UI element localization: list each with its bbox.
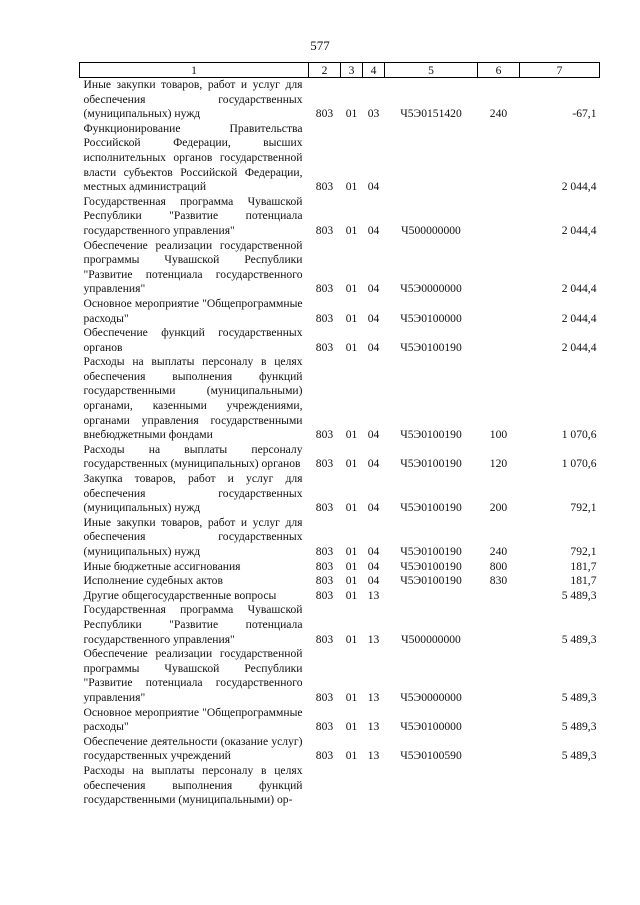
row-target-article: Ч5Э0000000 [400,282,462,296]
row-target-article: Ч5Э0100590 [400,749,462,763]
header-col-3: 3 [341,63,363,78]
row-name: Основное мероприятие "Общепрограммные расходы" [83,296,303,325]
row-section-code: 01 [345,545,358,558]
header-col-6: 6 [478,63,520,78]
row-name: Иные закупки товаров, работ и услуг для обеспечения государственных (муниципальных) нужд [83,78,303,121]
row-subsection-code [363,764,385,808]
header-row [80,63,600,78]
row-amount [520,764,600,808]
row-ministry-code: 803 [315,340,334,354]
row-amount: 5 489,3 [561,588,597,602]
table-row [80,122,600,195]
row-target-article: Ч5Э0100190 [400,574,462,588]
row-amount: 2 044,4 [561,340,597,354]
table-row [80,516,600,560]
header-col-4: 4 [363,63,385,78]
row-amount: 792,1 [570,545,597,558]
row-ministry-code: 803 [315,690,334,704]
row-section-code: 01 [345,749,358,763]
table-row [80,706,600,735]
row-ministry-code: 803 [315,545,334,558]
header-col-7: 7 [520,63,600,78]
row-target-article: Ч5Э0100190 [400,457,462,471]
row-section-code: 01 [345,311,358,325]
row-target-article: Ч5Э0100190 [400,559,462,573]
row-ministry-code: 803 [315,282,334,296]
row-amount: 1 070,6 [561,428,597,442]
row-expense-type [478,735,520,764]
row-ministry-code: 803 [315,180,334,194]
table-row [80,326,600,355]
row-target-article: Ч500000000 [401,223,461,237]
row-target-article [385,122,478,195]
table-row [80,574,600,589]
row-target-article: Ч5Э0100000 [400,720,462,734]
row-expense-type [478,297,520,326]
row-name: Другие общегосударственные вопросы [83,588,277,602]
row-expense-type [478,195,520,239]
row-expense-type: 240 [489,545,508,558]
row-target-article: Ч5Э0100190 [400,501,462,515]
row-amount: -67,1 [572,107,597,121]
row-amount: 2 044,4 [561,282,597,296]
row-name: Иные бюджетные ассигнования [83,559,241,573]
row-ministry-code: 803 [315,749,334,763]
table-row [80,297,600,326]
row-expense-type [478,239,520,297]
row-subsection-code: 13 [367,690,380,704]
row-name: Обеспечение реализации государственной программы Чувашской Республики "Развитие потенциала государственного управления" [83,647,303,704]
row-name: Функционирование Правительства Российской Федерации, высших исполнительных органов государственной власти субъектов Российской Федерации, местных администраций [83,121,303,194]
row-name: Государственная программа Чувашской Республики "Развитие потенциала государственного управления" [83,603,303,646]
row-subsection-code: 04 [367,428,380,442]
row-expense-type: 240 [489,107,508,121]
row-name: Закупка товаров, работ и услуг для обеспечения государственных (муниципальных) нужд [83,472,303,515]
row-subsection-code: 04 [367,457,380,471]
row-name: Расходы на выплаты персоналу в целях обеспечения выполнения функций государственными (муниципальными) органами, казенными учреждениями, органами управления государственными внебюджетными фондами [83,355,303,442]
row-section-code: 01 [345,690,358,704]
row-ministry-code: 803 [315,720,334,734]
row-section-code: 01 [345,501,358,515]
row-expense-type [478,326,520,355]
row-subsection-code: 04 [367,180,380,194]
row-section-code: 01 [345,223,358,237]
table-row [80,78,600,122]
header-col-5: 5 [385,63,478,78]
row-ministry-code: 803 [315,501,334,515]
row-name: Расходы на выплаты персоналу государственных (муниципальных) органов [83,442,303,471]
row-expense-type: 830 [489,574,508,588]
row-section-code: 01 [345,107,358,121]
row-section-code: 01 [345,282,358,296]
row-section-code: 01 [345,559,358,573]
row-ministry-code: 803 [315,632,334,646]
row-ministry-code: 803 [315,428,334,442]
row-section-code: 01 [345,574,358,588]
table-header [80,63,600,78]
row-amount: 181,7 [570,574,597,588]
table-row [80,239,600,297]
row-ministry-code: 803 [315,107,334,121]
row-section-code [341,764,363,808]
table-row [80,472,600,516]
row-amount: 5 489,3 [561,690,597,704]
row-section-code: 01 [345,588,358,602]
row-expense-type [478,706,520,735]
row-expense-type [478,603,520,647]
row-target-article [385,764,478,808]
row-expense-type [478,589,520,604]
row-amount: 181,7 [570,559,597,573]
table-row [80,764,600,808]
row-expense-type: 800 [489,559,508,573]
row-name: Иные закупки товаров, работ и услуг для обеспечения государственных (муниципальных) нужд [83,515,303,558]
budget-table [79,62,600,808]
row-target-article: Ч5Э0100190 [400,340,462,354]
row-amount: 5 489,3 [561,632,597,646]
row-expense-type [478,647,520,705]
row-target-article [385,589,478,604]
row-amount: 2 044,4 [561,180,597,194]
row-amount: 5 489,3 [561,720,597,734]
row-subsection-code: 04 [367,282,380,296]
row-expense-type: 200 [489,501,508,515]
row-subsection-code: 04 [367,340,380,354]
row-expense-type: 100 [489,428,508,442]
row-subsection-code: 13 [367,632,380,646]
row-target-article: Ч5Э0100190 [400,545,462,558]
row-subsection-code: 13 [367,749,380,763]
row-ministry-code: 803 [315,457,334,471]
row-ministry-code [309,764,341,808]
row-subsection-code: 04 [367,574,380,588]
row-expense-type [478,122,520,195]
row-name: Исполнение судебных актов [83,574,223,588]
table-row [80,560,600,575]
row-subsection-code: 13 [367,720,380,734]
table-row [80,603,600,647]
row-subsection-code: 04 [367,223,380,237]
row-name: Расходы на выплаты персоналу в целях обеспечения выполнения функций государственными (муниципальными) ор- [83,763,303,807]
row-expense-type [478,764,520,808]
row-section-code: 01 [345,428,358,442]
row-target-article: Ч5Э0151420 [400,107,462,121]
row-amount: 5 489,3 [561,749,597,763]
row-subsection-code: 03 [367,107,380,121]
row-name: Обеспечение реализации государственной программы Чувашской Республики "Развитие потенциала государственного управления" [83,238,303,296]
row-target-article: Ч500000000 [401,632,461,646]
row-subsection-code: 04 [367,545,380,558]
table-row [80,355,600,443]
row-section-code: 01 [345,340,358,354]
table-row [80,647,600,705]
row-ministry-code: 803 [315,559,334,573]
row-ministry-code: 803 [315,311,334,325]
header-col-2: 2 [309,63,341,78]
row-subsection-code: 04 [367,501,380,515]
row-name: Основное мероприятие "Общепрограммные расходы" [83,705,303,734]
row-section-code: 01 [345,632,358,646]
table-row [80,443,600,472]
row-amount: 2 044,4 [561,311,597,325]
table-row [80,735,600,764]
row-ministry-code: 803 [315,223,334,237]
table-row [80,195,600,239]
table-row [80,589,600,604]
row-ministry-code: 803 [315,588,334,602]
row-target-article: Ч5Э0000000 [400,690,462,704]
row-subsection-code: 04 [367,311,380,325]
row-subsection-code: 13 [367,588,380,602]
row-amount: 1 070,6 [561,457,597,471]
row-section-code: 01 [345,457,358,471]
row-target-article: Ч5Э0100000 [400,311,462,325]
header-col-1: 1 [80,63,309,78]
row-amount: 792,1 [570,501,597,515]
row-name: Государственная программа Чувашской Республики "Развитие потенциала государственного управления" [83,194,303,237]
row-subsection-code: 04 [367,559,380,573]
page-number: 577 [310,38,330,53]
row-section-code: 01 [345,720,358,734]
row-name: Обеспечение функций государственных органов [83,326,303,354]
table-body [80,78,600,808]
row-name: Обеспечение деятельности (оказание услуг) государственных учреждений [83,734,303,763]
row-target-article: Ч5Э0100190 [400,428,462,442]
row-section-code: 01 [345,180,358,194]
row-amount: 2 044,4 [561,223,597,237]
row-ministry-code: 803 [315,574,334,588]
row-expense-type: 120 [489,457,508,471]
